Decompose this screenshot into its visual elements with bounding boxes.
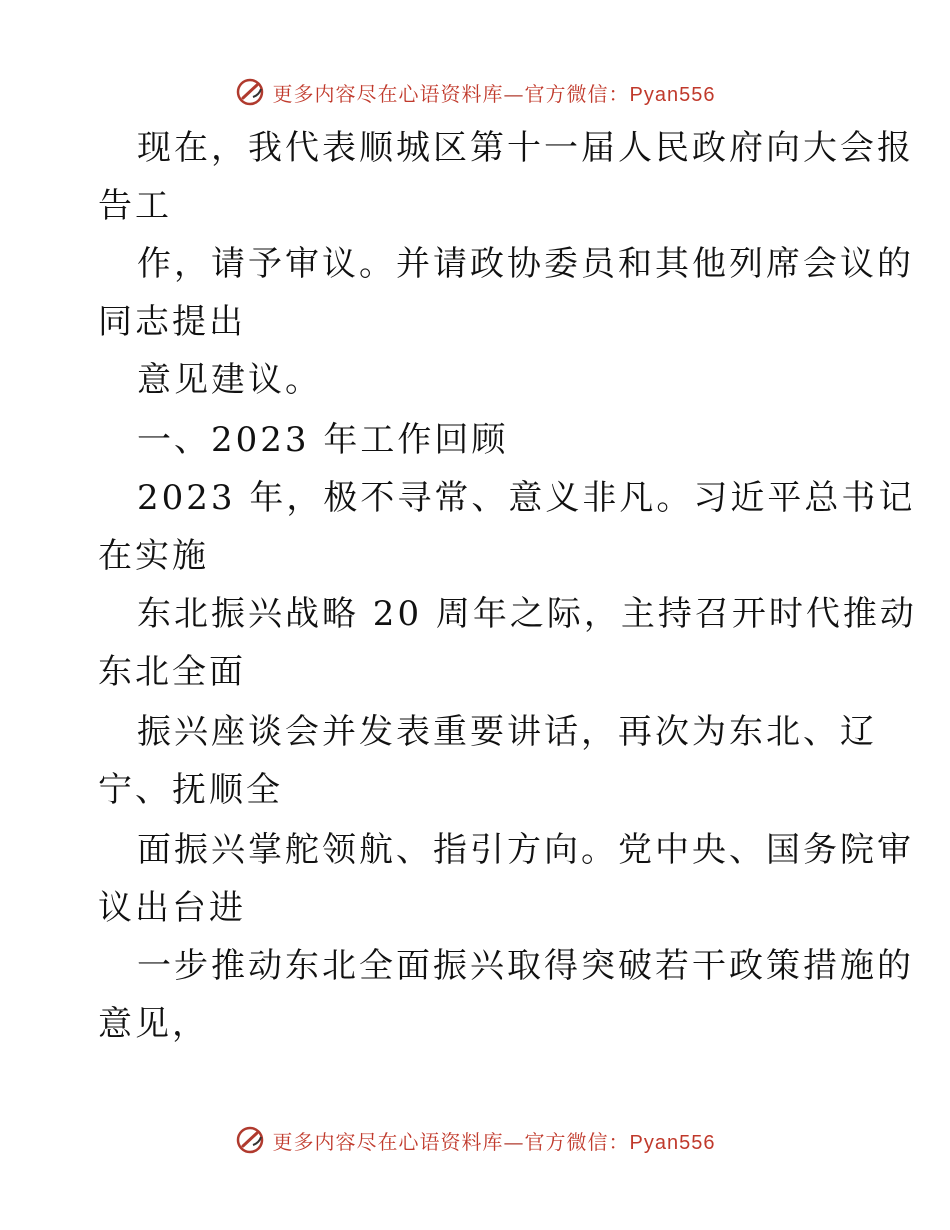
banner-text (273, 78, 716, 107)
banner-label: 官方微信： (524, 1129, 630, 1154)
banner-separator: — (503, 81, 525, 106)
banner-separator: — (503, 1129, 525, 1154)
text-line: 意见， (98, 1004, 209, 1044)
section-heading: 一、2023 年工作回顾 (137, 420, 509, 460)
text-line: 面振兴掌舵领航、指引方向。党中央、国务院审 (137, 830, 914, 870)
banner-slogan: 更多内容尽在心语资料库 (272, 81, 504, 106)
text-line: 2023 年，极不寻常、意义非凡。习近平总书记 (137, 478, 916, 518)
text-line: 告工 (98, 186, 172, 226)
text-line: 宁、抚顺全 (98, 770, 283, 810)
text-line: 一步推动东北全面振兴取得突破若干政策措施的 (137, 946, 914, 986)
text-line: 东北全面 (98, 652, 246, 692)
text-line: 同志提出 (98, 302, 246, 342)
banner-wechat-id: Pyan556 (629, 83, 716, 106)
header-watermark-banner (0, 72, 950, 112)
text-line: 现在，我代表顺城区第十一届人民政府向大会报 (137, 128, 914, 168)
text-line: 在实施 (98, 536, 209, 576)
footer-watermark-banner (0, 1120, 950, 1160)
banner-wechat-id: Pyan556 (629, 1131, 716, 1154)
banner-text (273, 1126, 716, 1155)
text-line: 意见建议。 (137, 360, 322, 400)
banner-slogan: 更多内容尽在心语资料库 (272, 1129, 504, 1154)
brand-logo-icon (235, 1125, 265, 1155)
text-line: 作，请予审议。并请政协委员和其他列席会议的 (137, 244, 914, 284)
brand-logo-icon (235, 77, 265, 107)
text-line: 东北振兴战略 20 周年之际，主持召开时代推动 (137, 594, 917, 634)
banner-label: 官方微信： (524, 81, 630, 106)
text-line: 振兴座谈会并发表重要讲话，再次为东北、辽 (137, 712, 877, 752)
text-line: 议出台进 (98, 888, 246, 928)
